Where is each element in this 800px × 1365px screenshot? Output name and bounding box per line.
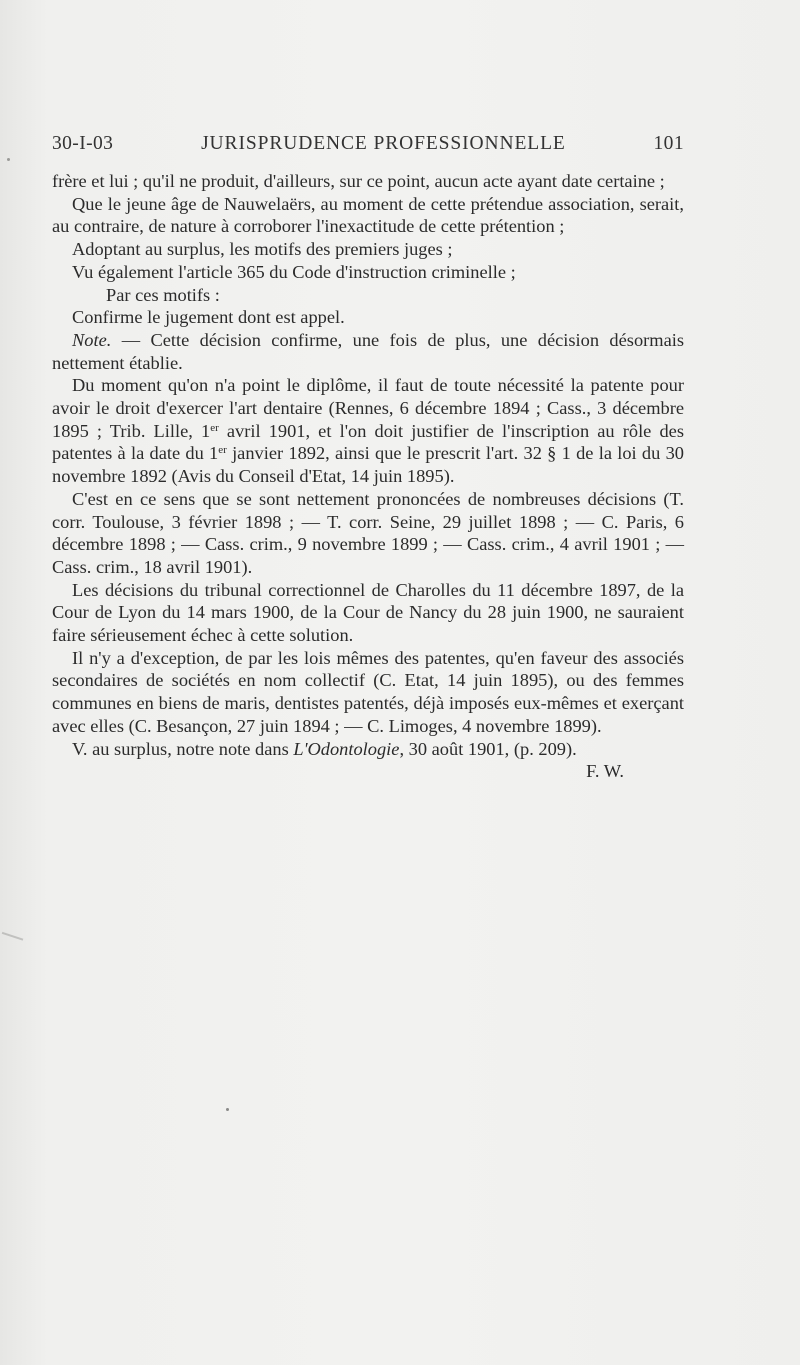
header-title: JURISPRUDENCE PROFESSIONNELLE: [201, 133, 566, 154]
paragraph: C'est en ce sens que se sont nettement prononcées de nombreuses décisions (T. corr. Toulouse, 3 février 1898 ; — T. corr. Seine, 29 juillet 1898 ; — C. Paris, 6 décembre 1898 ; — Cass. crim., 9 novembre 1899 ; — Cass. crim., 4 avril 1901 ; — Cass. crim., 18 avril 1901).: [52, 488, 684, 577]
paragraph: [52, 374, 684, 488]
note-text: — Cette décision confirme, une fois de plus, une décision désormais nettement établie.: [52, 329, 684, 373]
paragraph: Que le jeune âge de Nauwelaërs, au moment de cette prétendue association, serait, au contraire, de nature à corroborer l'inexactitude de cette prétention ;: [52, 193, 684, 237]
signature: F. W.: [586, 761, 624, 782]
speck: [226, 1108, 229, 1111]
note-paragraph: [52, 329, 684, 374]
text-run: V. au surplus, notre note dans: [72, 738, 294, 759]
text-run: Du moment qu'on n'a point le diplôme, il faut de toute nécessité la patente pour avoir le droit d'exercer l'art dentaire (Rennes, 6 décembre 1894 ; Cass., 3 décembre 1895 ; Trib. Lille, 1: [52, 375, 684, 441]
paragraph: Par ces motifs :: [106, 284, 220, 305]
note-label: Note.: [72, 329, 112, 350]
paragraph: Les décisions du tribunal correctionnel de Charolles du 11 décembre 1897, de la Cour de Lyon du 14 mars 1900, de la Cour de Nancy du 28 juin 1900, ne sauraient faire sérieusement échec à cette solution.: [52, 579, 684, 646]
superscript: er: [210, 421, 219, 434]
page-number: 101: [653, 133, 684, 154]
paragraph: Vu également l'article 365 du Code d'instruction criminelle ;: [72, 261, 516, 282]
paragraph: Adoptant au surplus, les motifs des premiers juges ;: [72, 239, 453, 260]
article-body: [52, 170, 684, 783]
superscript: er: [218, 444, 227, 457]
paragraph: [52, 738, 684, 761]
margin-mark: [0, 932, 23, 950]
running-header: [52, 133, 684, 155]
text-run: , 30 août 1901, (p. 209).: [399, 738, 577, 759]
text-run: janvier 1892, ainsi que le prescrit l'art. 32 § 1 de la loi du 30 novembre 1892 (Avis du Conseil d'Etat, 14 juin 1895).: [52, 443, 684, 487]
journal-title: L'Odontologie: [293, 738, 400, 759]
speck: [7, 158, 10, 161]
header-date: 30-I-03: [52, 133, 114, 154]
text-run: avril 1901, et l'on doit justifier de l'inscription au rôle des patentes à la date du 1: [52, 420, 684, 464]
paragraph: Confirme le jugement dont est appel.: [72, 307, 345, 328]
paragraph: frère et lui ; qu'il ne produit, d'ailleurs, sur ce point, aucun acte ayant date certaine ;: [52, 171, 665, 191]
paragraph: Il n'y a d'exception, de par les lois mêmes des patentes, qu'en faveur des associés secondaires de sociétés en nom collectif (C. Etat, 14 juin 1895), ou des femmes communes en biens de maris, dentistes patentés, déjà imposés eux-mêmes et exerçant avec elles (C. Besançon, 27 juin 1894 ; — C. Limoges, 4 novembre 1899).: [52, 647, 684, 736]
